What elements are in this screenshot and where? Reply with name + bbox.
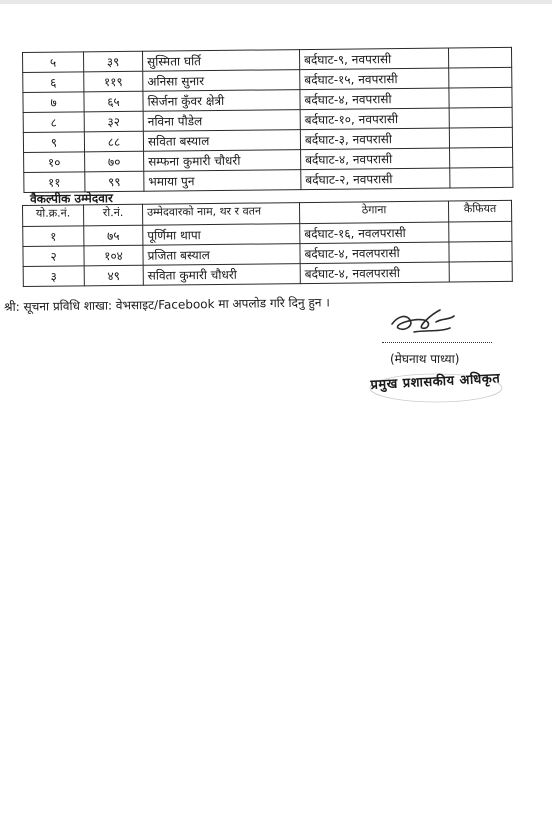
candidate-name: पूर्णिमा थापा bbox=[143, 224, 300, 246]
serial-number: ५ bbox=[23, 52, 84, 73]
candidate-address: बर्दघाट-१६, नवलपरासी bbox=[300, 222, 449, 244]
header-remark: कैफियत bbox=[448, 200, 511, 222]
remark-cell bbox=[449, 127, 512, 148]
candidate-name: सुस्मिता घर्ति bbox=[142, 50, 299, 72]
signatory-title: प्रमुख प्रशासकीय अधिकृत bbox=[370, 371, 501, 393]
serial-number: ९ bbox=[23, 132, 84, 153]
candidate-name: सम्फना कुमारी चौधरी bbox=[144, 150, 301, 172]
header-candidate-name: उम्मेदवारको नाम, थर र वतन bbox=[142, 203, 299, 226]
alternate-candidates-heading: वैकल्पीक उम्मेदवार bbox=[30, 191, 113, 206]
serial-number: ७ bbox=[23, 92, 84, 113]
serial-number: २ bbox=[23, 246, 84, 267]
header-roll-number: रो.नं. bbox=[84, 204, 143, 226]
serial-number: ११ bbox=[24, 172, 85, 193]
remark-cell bbox=[450, 167, 513, 188]
roll-number: १०४ bbox=[84, 245, 143, 266]
candidate-address: बर्दघाट-२, नवपरासी bbox=[301, 168, 450, 190]
candidate-name: सविता कुमारी चौधरी bbox=[143, 264, 300, 286]
remark-cell bbox=[448, 47, 511, 68]
candidate-name: सिर्जना कुँवर क्षेत्री bbox=[143, 90, 300, 112]
remark-cell bbox=[450, 147, 513, 168]
serial-number: ८ bbox=[23, 112, 84, 133]
candidate-name: भमाया पुन bbox=[144, 170, 301, 192]
header-address: ठेगाना bbox=[299, 201, 448, 224]
remark-cell bbox=[449, 87, 512, 108]
remark-cell bbox=[449, 107, 512, 128]
page-fold-shadow bbox=[0, 0, 552, 4]
serial-number: ३ bbox=[23, 266, 84, 287]
upload-instruction-note: श्री: सूचना प्रविधि शाखा: वेभसाइट/Facebook मा अपलोड गरि दिनु हुन । bbox=[4, 295, 330, 314]
serial-number: ६ bbox=[23, 72, 84, 93]
remark-cell bbox=[449, 261, 512, 282]
serial-number: १० bbox=[24, 152, 85, 173]
roll-number: ८८ bbox=[84, 131, 143, 152]
candidate-name: नविना पौडेल bbox=[143, 110, 300, 132]
remark-cell bbox=[449, 67, 512, 88]
candidate-address: बर्दघाट-३, नवपरासी bbox=[300, 128, 449, 150]
roll-number: ६५ bbox=[84, 91, 143, 112]
candidate-name: प्रजिता बस्याल bbox=[143, 244, 300, 266]
candidate-address: बर्दघाट-४, नवलपरासी bbox=[300, 242, 449, 264]
roll-number: ४९ bbox=[84, 265, 143, 286]
remark-cell bbox=[449, 241, 512, 262]
remark-cell bbox=[449, 221, 512, 242]
roll-number: ९९ bbox=[85, 171, 144, 192]
candidate-address: बर्दघाट-४, नवपरासी bbox=[300, 88, 449, 110]
table-row bbox=[23, 261, 512, 286]
roll-number: ३२ bbox=[84, 111, 143, 132]
candidate-address: बर्दघाट-४, नवपरासी bbox=[301, 148, 450, 170]
candidate-address: बर्दघाट-१५, नवपरासी bbox=[300, 68, 449, 90]
handwritten-signature bbox=[384, 302, 464, 340]
candidate-name: अनिसा सुनार bbox=[143, 70, 300, 92]
serial-number: १ bbox=[23, 226, 84, 247]
roll-number: ७० bbox=[85, 151, 144, 172]
candidate-address: बर्दघाट-१०, नवपरासी bbox=[300, 108, 449, 130]
roll-number: ७५ bbox=[84, 225, 143, 246]
signatory-name: (मेघनाथ पाध्या) bbox=[390, 352, 460, 366]
candidate-address: बर्दघाट-९, नवपरासी bbox=[299, 48, 448, 70]
alternate-candidates-table bbox=[22, 200, 513, 287]
signature-line bbox=[382, 342, 492, 343]
candidate-name: सविता बस्याल bbox=[143, 130, 300, 152]
selected-candidates-table bbox=[22, 47, 513, 193]
candidate-address: बर्दघाट-४, नवलपरासी bbox=[300, 262, 449, 284]
roll-number: ११९ bbox=[84, 71, 143, 92]
header-serial-number: यो.क्र.नं. bbox=[23, 205, 84, 227]
roll-number: ३९ bbox=[84, 51, 143, 72]
